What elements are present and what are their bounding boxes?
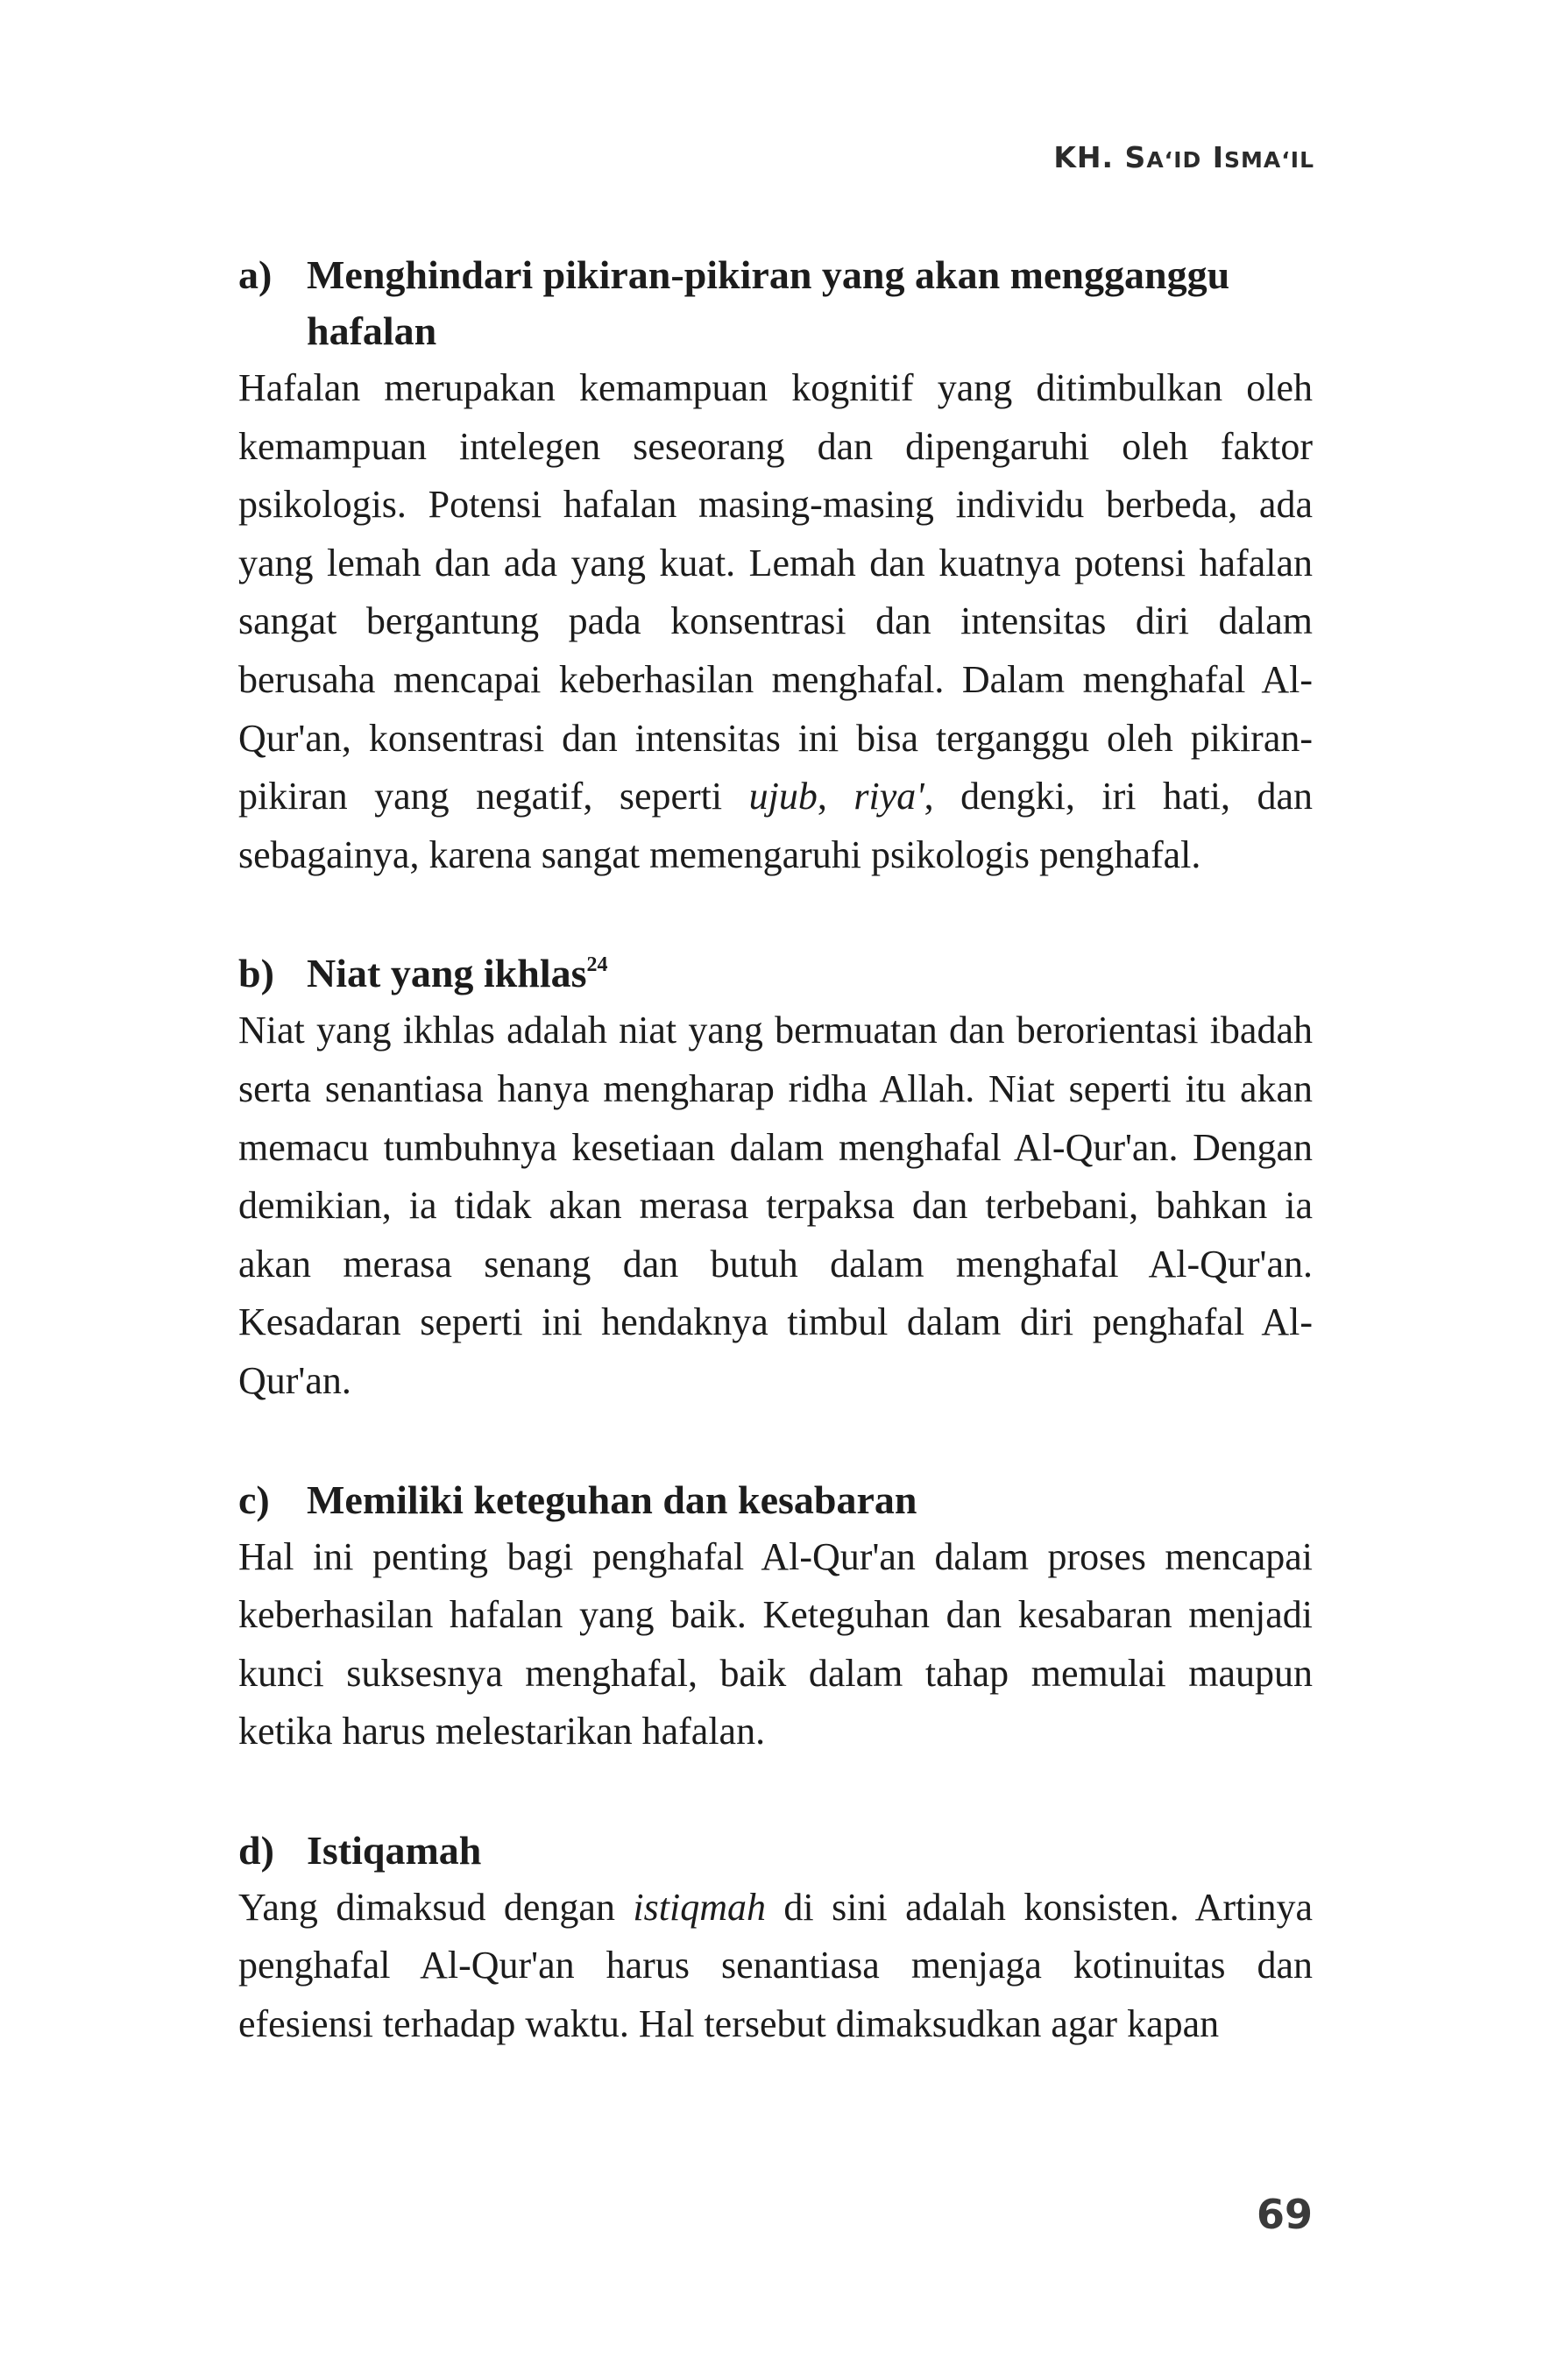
italic-term: riya': [853, 775, 924, 818]
section-body-a: Hafalan merupakan kemampuan kognitif yang ditimbulkan oleh kemampuan intelegen seseorang dan dipengaruhi oleh faktor psikologis. Potensi hafalan masing-masing individu berbeda, ada yang lemah dan ada yang kuat. Lemah dan kuatnya potensi hafalan sangat bergantung pada konsentrasi dan intensitas diri dalam berusaha mencapai keberhasilan menghafal. Dalam menghafal Al-Qur'an, konsentrasi dan intensitas ini bisa terganggu oleh pikiran-pikiran yang negatif, seperti ujub, riya', dengki, iri hati, dan sebagainya, karena sangat memengaruhi psikologis penghafal.: [238, 366, 1313, 876]
section-title: Niat yang ikhlas$^{24}$: [307, 951, 608, 996]
footnote-marker[interactable]: 24: [586, 953, 608, 977]
section-body-b: Niat yang ikhlas adalah niat yang bermuatan dan berorientasi ibadah serta senantiasa hanya mengharap ridha Allah. Niat seperti itu akan memacu tumbuhnya kesetiaan dalam menghafal Al-Qur'an. Dengan demikian, ia tidak akan merasa terpaksa dan terbebani, bahkan ia akan merasa senang dan butuh dalam menghafal Al-Qur'an. Kesadaran seperti ini hendaknya timbul dalam diri penghafal Al-Qur'an.: [238, 1009, 1313, 1402]
section-heading-a: [238, 247, 1313, 359]
section-heading-d: [238, 1823, 1313, 1879]
section-heading-b: [238, 946, 1313, 1002]
section-title: Istiqamah: [307, 1827, 482, 1873]
section-letter: a): [238, 252, 273, 297]
section-body-c: Hal ini penting bagi penghafal Al-Qur'an dalam proses mencapai keberhasilan hafalan yang baik. Keteguhan dan kesabaran menjadi kunci suksesnya menghafal, baik dalam tahap memulai maupun ketika harus melestarikan hafalan.: [238, 1534, 1313, 1753]
page-number: 69: [1256, 2191, 1313, 2238]
section-heading-c: [238, 1472, 1313, 1528]
page-content: [238, 247, 1313, 2054]
section-title: Menghindari pikiran-pikiran yang akan mengganggu hafalan: [307, 252, 1230, 353]
running-head: KH. SA‘ID ISMA‘IL: [1053, 140, 1314, 174]
section-letter: c): [238, 1477, 270, 1522]
section-body-d: Yang dimaksud dengan istiqmah di sini adalah konsisten. Artinya penghafal Al-Qur'an harus senantiasa menjaga kotinuitas dan efesiensi terhadap waktu. Hal tersebut dimaksudkan agar kapan: [238, 1885, 1313, 2046]
section-letter: b): [238, 951, 274, 996]
italic-term: ujub: [748, 775, 818, 818]
section-letter: d): [238, 1827, 274, 1873]
section-title: Memiliki keteguhan dan kesabaran: [307, 1477, 917, 1522]
italic-term: istiqmah: [633, 1885, 766, 1929]
